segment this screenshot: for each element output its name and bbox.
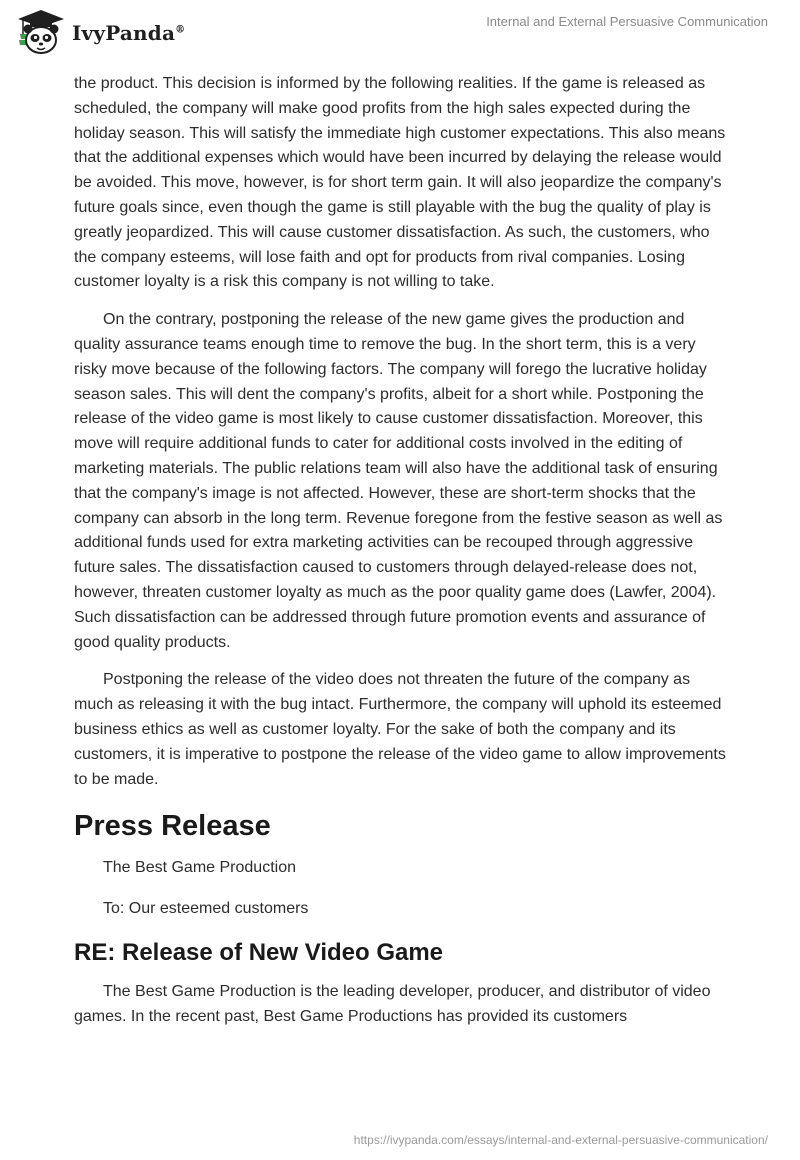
body-paragraph: The Best Game Production is the leading developer, producer, and distributor of video games. In the recent past, Best Game Productions has provided its customers [74,983,711,1026]
body-paragraph: Postponing the release of the video does not threaten the future of the company as much as releasing it with the bug intact. Furthermore, the company will uphold its esteemed business ethics as well as customer loyalty. For the sake of both the company and its customers, it is imperative to postpone the release of the video game to allow improvements to be made. [74,671,726,788]
page-header [0,0,800,70]
from-line: The Best Game Production [103,859,296,877]
essay-content [74,72,730,1043]
body-paragraph: On the contrary, postponing the release of the new game gives the production and quality assurance teams enough time to remove the bug. In the short term, this is a very risky move because of the following factors. The company will forego the lucrative holiday season sales. This will dent the company's profits, albeit for a short while. Postponing the release of the video game is most likely to cause customer dissatisfaction. Moreover, this move will require additional funds to cater for additional costs involved in the editing of marketing materials. The public relations team will also have the additional task of ensuring that the company's image is not affected. However, these are short-term shocks that the company can absorb in the long term. Revenue foregone from the festive season as well as additional funds used for extra marketing activities can be recouped through aggressive future sales. The dissatisfaction caused to customers through delayed-release does not, however, threaten customer loyalty as much as the poor quality game does (Lawfer, 2004). Such dissatisfaction can be addressed through future promotion events and assurance of good quality products. [74,311,723,651]
to-line: To: Our esteemed customers [103,900,309,918]
ivypanda-logo[interactable] [14,8,185,58]
body-paragraph: the product. This decision is informed by the following realities. If the game is released as scheduled, the company will make good profits from the high sales expected during the holiday season. This will satisfy the immediate high customer expectations. This also means that the additional expenses which would have been incurred by delaying the release would be avoided. This move, however, is for short term gain. It will also jeopardize the company's future goals since, even though the game is still playable with the bug the quality of play is greatly jeopardized. This will cause customer dissatisfaction. As such, the customers, who the company esteems, will lose faith and opt for products from rival companies. Losing customer loyalty is a risk this company is not willing to take. [74,75,726,291]
logo-wordmark: IvyPanda® [72,21,186,45]
footer-url-link[interactable]: https://ivypanda.com/essays/internal-and-external-persuasive-communication/ [353,1133,768,1147]
panda-graduate-icon [14,8,68,58]
document-title: Internal and External Persuasive Communication [486,14,768,29]
section-heading-press-release: Press Release [74,810,271,843]
section-heading-re: RE: Release of New Video Game [74,939,444,967]
